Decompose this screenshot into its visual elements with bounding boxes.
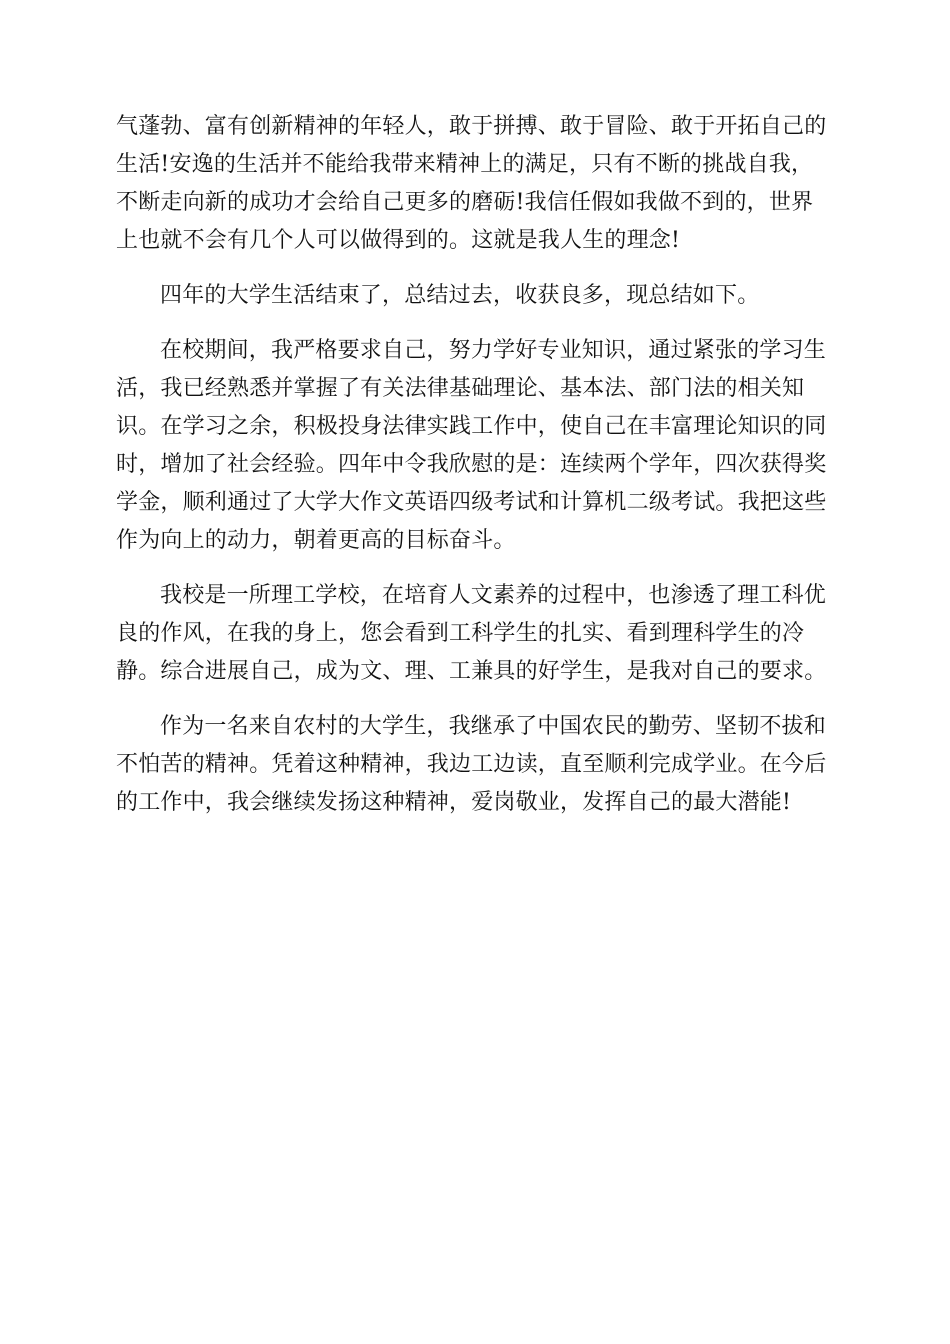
text-line: 在校期间，我严格要求自己，努力学好专业知识，通过紧张的学习生 <box>160 338 827 363</box>
text-line: 的工作中，我会继续发扬这种精神，爱岗敬业，发挥自己的最大潜能! <box>116 790 792 815</box>
text-line: 作为向上的动力，朝着更高的目标奋斗。 <box>116 528 516 553</box>
text-line: 四年的大学生活结束了，总结过去，收获良多，现总结如下。 <box>160 283 760 308</box>
paragraph-summary-intro <box>116 277 834 315</box>
text-line: 良的作风，在我的身上，您会看到工科学生的扎实、看到理科学生的冷 <box>116 621 805 646</box>
text-line: 气蓬勃、富有创新精神的年轻人，敢于拼搏、敢于冒险、敢于开拓自己的 <box>116 114 827 139</box>
paragraph-school-character <box>116 577 834 691</box>
text-line: 时，增加了社会经验。四年中令我欣慰的是：连续两个学年，四次获得奖 <box>116 452 827 477</box>
text-line: 作为一名来自农村的大学生，我继承了中国农民的勤劳、坚韧不拔和 <box>160 714 827 739</box>
paragraph-rural-spirit <box>116 708 834 822</box>
text-line: 我校是一所理工学校，在培育人文素养的过程中，也渗透了理工科优 <box>160 583 827 608</box>
text-line: 不怕苦的精神。凭着这种精神，我边工边读，直至顺利完成学业。在今后 <box>116 752 827 777</box>
text-line: 活，我已经熟悉并掌握了有关法律基础理论、基本法、部门法的相关知 <box>116 376 805 401</box>
text-line: 学金，顺利通过了大学大作文英语四级考试和计算机二级考试。我把这些 <box>116 490 827 515</box>
text-line: 上也就不会有几个人可以做得到的。这就是我人生的理念! <box>116 228 681 253</box>
text-line: 不断走向新的成功才会给自己更多的磨砺!我信任假如我做不到的，世界 <box>116 190 814 215</box>
document-body <box>116 108 834 839</box>
paragraph-study-achievements <box>116 332 834 560</box>
paragraph-continued-ideals <box>116 108 834 260</box>
text-line: 识。在学习之余，积极投身法律实践工作中，使自己在丰富理论知识的同 <box>116 414 827 439</box>
text-line: 静。综合进展自己，成为文、理、工兼具的好学生，是我对自己的要求。 <box>116 659 827 684</box>
text-line: 生活!安逸的生活并不能给我带来精神上的满足，只有不断的挑战自我， <box>116 152 814 177</box>
